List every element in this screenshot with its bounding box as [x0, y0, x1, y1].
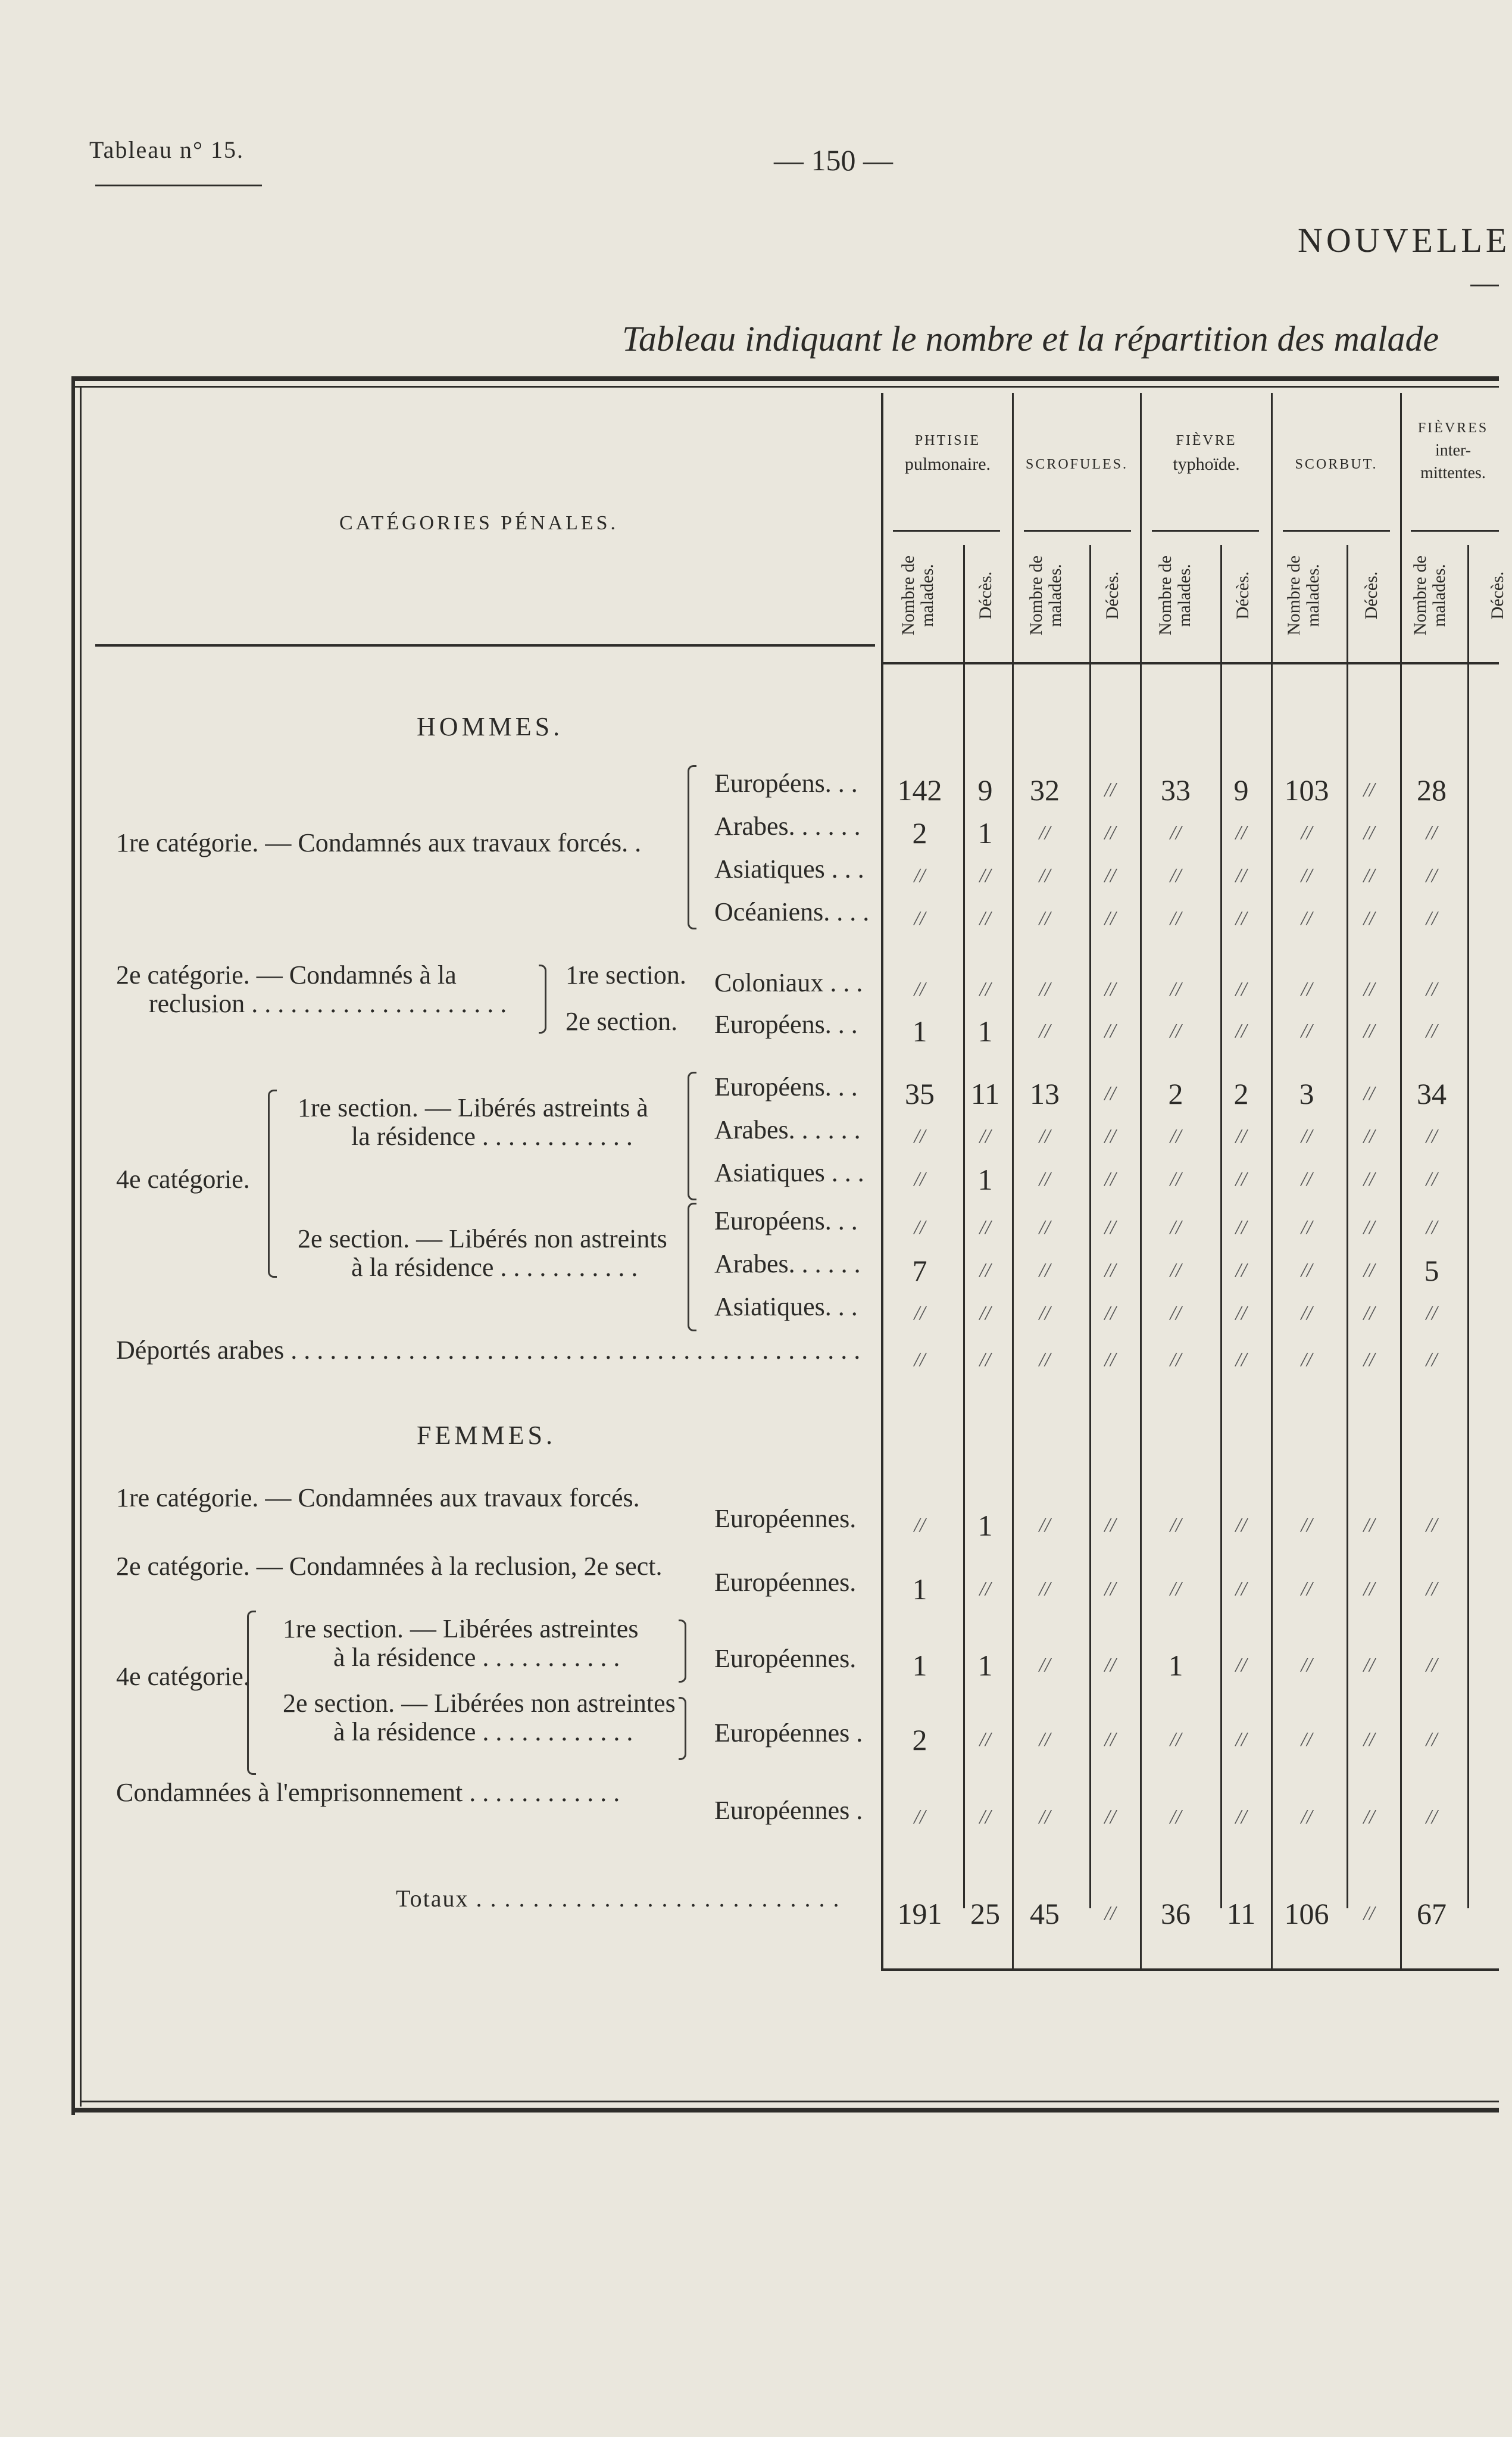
label-f-cat4-s2b: à la résidence . . . . . . . . . . . .: [333, 1717, 633, 1746]
origin-r2: Asiatiques . . .: [714, 854, 864, 884]
cell-r9-c4: //: [1170, 1216, 1182, 1238]
cell-r10-c2: //: [1039, 1259, 1051, 1281]
cell-r9-c5: //: [1235, 1216, 1247, 1238]
cell-r5-c0: 1: [912, 1015, 927, 1048]
cell-r11-c4: //: [1170, 1302, 1182, 1324]
cell-r7-c6: //: [1301, 1125, 1313, 1147]
cell-r6-c1: 11: [970, 1077, 1000, 1110]
cell-r10-c0: 7: [912, 1254, 927, 1287]
sub-nombre-4: Nombre de malades.: [1284, 555, 1323, 636]
table-foot-rule: [881, 1968, 1499, 1971]
origin-r8: Asiatiques . . .: [714, 1158, 864, 1187]
origin-r4: Coloniaux . . .: [714, 968, 863, 997]
sub-deces-2: Décès.: [1102, 571, 1122, 620]
cell-r5-c1: 1: [977, 1015, 993, 1048]
label-f-cat2: 2e catégorie. — Condamnées à la reclusion, 2e sect.: [116, 1552, 663, 1581]
cell-r15-c0: 1: [912, 1649, 927, 1682]
origin-r3: Océaniens. . . .: [714, 897, 870, 926]
cell-r13-c8: //: [1426, 1514, 1438, 1536]
cell-r12-c7: //: [1363, 1349, 1375, 1371]
ref-underline: [95, 185, 262, 186]
cell-r6-c8: 34: [1417, 1077, 1447, 1110]
cell-r11-c6: //: [1301, 1302, 1313, 1324]
running-title-rule: [1470, 285, 1499, 286]
brace-h-cat4-s2: [688, 1203, 696, 1331]
subheader-bottom-rule: [881, 662, 1499, 664]
cell-r12-c1: //: [979, 1349, 991, 1371]
label-h-cat1: 1re catégorie. — Condamnés aux travaux forcés. .: [116, 828, 642, 857]
total-c4: 36: [1161, 1897, 1191, 1930]
brace-h-cat4: [268, 1090, 277, 1278]
cell-r0-c1: 9: [977, 773, 993, 807]
cell-r11-c8: //: [1426, 1302, 1438, 1324]
cell-r7-c1: //: [979, 1125, 991, 1147]
group-underline-5: [1411, 530, 1499, 532]
group-fievres-l2: inter-: [1435, 441, 1472, 460]
cell-r2-c4: //: [1170, 865, 1182, 887]
cell-r12-c6: //: [1301, 1349, 1313, 1371]
cell-r16-c6: //: [1301, 1728, 1313, 1750]
cell-r0-c3: //: [1104, 779, 1116, 801]
label-f-cat1: 1re catégorie. — Condamnées aux travaux forcés.: [116, 1483, 640, 1512]
cell-r14-c0: 1: [912, 1572, 927, 1606]
origin-r0: Européens. . .: [714, 769, 858, 798]
origin-r7: Arabes. . . . . .: [714, 1115, 861, 1144]
sub-nombre-1: Nombre de malades.: [898, 555, 937, 636]
cell-r17-c2: //: [1039, 1806, 1051, 1828]
origin-r17: Européennes .: [714, 1796, 863, 1825]
cell-r13-c5: //: [1235, 1514, 1247, 1536]
group-phtisie-l1: PHTISIE: [914, 433, 981, 448]
group-fievres-intermittentes: [1402, 417, 1504, 485]
cell-r7-c3: //: [1104, 1125, 1116, 1147]
label-h-cat4-s2b: à la résidence . . . . . . . . . . .: [351, 1253, 638, 1282]
cell-r3-c7: //: [1363, 907, 1375, 929]
table-bottom-rule: [71, 2108, 1499, 2113]
total-c1: 25: [970, 1897, 1000, 1930]
cell-r9-c7: //: [1363, 1216, 1375, 1238]
label-h-cat4-s2a: 2e section. — Libérés non astreints: [298, 1224, 667, 1253]
cell-r1-c3: //: [1104, 822, 1116, 844]
label-deportes-arabes: Déportés arabes . . . . . . . . . . . . . . . . . . . . . . . . . . . . . . . . . . . . . . . . . . . .: [116, 1335, 861, 1365]
origin-r14: Européennes.: [714, 1568, 857, 1597]
cell-r6-c6: 3: [1299, 1077, 1314, 1110]
cell-r1-c1: 1: [977, 816, 993, 850]
cell-r2-c8: //: [1426, 865, 1438, 887]
cell-r8-c5: //: [1235, 1168, 1247, 1190]
table-bottom-rule-2: [80, 2101, 1499, 2102]
group-underline-1: [893, 530, 1000, 532]
cell-r1-c8: //: [1426, 822, 1438, 844]
cell-r8-c2: //: [1039, 1168, 1051, 1190]
cell-r13-c0: //: [914, 1514, 926, 1536]
cell-r9-c3: //: [1104, 1216, 1116, 1238]
cell-r14-c7: //: [1363, 1578, 1375, 1600]
cell-r0-c8: 28: [1417, 773, 1447, 807]
cell-r6-c4: 2: [1168, 1077, 1183, 1110]
total-c7: //: [1363, 1902, 1375, 1924]
brace-h-cat1: [688, 765, 696, 929]
cell-r10-c4: //: [1170, 1259, 1182, 1281]
cell-r4-c1: //: [979, 978, 991, 1000]
cell-r5-c4: //: [1170, 1020, 1182, 1042]
cell-r6-c7: //: [1363, 1082, 1375, 1104]
table-title: Tableau indiquant le nombre et la répartition des malade: [622, 319, 1439, 358]
sub-deces-5: Décès.: [1488, 571, 1507, 620]
cell-r0-c0: 142: [897, 773, 942, 807]
total-c3: //: [1104, 1902, 1116, 1924]
label-h-cat2-s1: 1re section.: [566, 960, 686, 990]
cell-r10-c1: //: [979, 1259, 991, 1281]
cell-r7-c8: //: [1426, 1125, 1438, 1147]
cell-r8-c1: 1: [977, 1163, 993, 1196]
sub-nombre-5: Nombre de malades.: [1410, 555, 1449, 636]
cell-r1-c0: 2: [912, 816, 927, 850]
cell-r8-c6: //: [1301, 1168, 1313, 1190]
cell-r7-c0: //: [914, 1125, 926, 1147]
cell-r3-c1: //: [979, 907, 991, 929]
cell-r12-c4: //: [1170, 1349, 1182, 1371]
cell-r8-c3: //: [1104, 1168, 1116, 1190]
col-line-9: [1467, 545, 1469, 1908]
group-scorbut: SCORBUT.: [1295, 457, 1378, 472]
label-h-cat4: 4e catégorie.: [116, 1165, 250, 1194]
table-top-rule-2: [71, 386, 1499, 388]
cell-r12-c0: //: [914, 1349, 926, 1371]
origin-r9: Européens. . .: [714, 1206, 858, 1235]
cell-r4-c5: //: [1235, 978, 1247, 1000]
cell-r15-c2: //: [1039, 1654, 1051, 1676]
cell-r3-c2: //: [1039, 907, 1051, 929]
page-number: — 150 —: [774, 143, 893, 177]
label-h-cat2a: 2e catégorie. — Condamnés à la: [116, 960, 457, 990]
cell-r1-c7: //: [1363, 822, 1375, 844]
cell-r4-c7: //: [1363, 978, 1375, 1000]
cell-r5-c5: //: [1235, 1020, 1247, 1042]
cell-r14-c5: //: [1235, 1578, 1247, 1600]
cell-r15-c4: 1: [1168, 1649, 1183, 1682]
cell-r4-c6: //: [1301, 978, 1313, 1000]
label-h-cat2-s2: 2e section.: [566, 1007, 678, 1036]
cell-r6-c0: 35: [905, 1077, 935, 1110]
cell-r17-c5: //: [1235, 1806, 1247, 1828]
cell-r5-c3: //: [1104, 1020, 1116, 1042]
cell-r16-c3: //: [1104, 1728, 1116, 1750]
col-line-0: [881, 393, 883, 1971]
cell-r7-c2: //: [1039, 1125, 1051, 1147]
label-h-cat4-s1a: 1re section. — Libérés astreints à: [298, 1093, 648, 1122]
cell-r14-c4: //: [1170, 1578, 1182, 1600]
cell-r16-c5: //: [1235, 1728, 1247, 1750]
label-f-cat4-s1b: à la résidence . . . . . . . . . . .: [333, 1643, 620, 1672]
cell-r17-c1: //: [979, 1806, 991, 1828]
cell-r15-c5: //: [1235, 1654, 1247, 1676]
cell-r9-c1: //: [979, 1216, 991, 1238]
cell-r17-c3: //: [1104, 1806, 1116, 1828]
cell-r0-c6: 103: [1284, 773, 1329, 807]
group-fievres-l3: mittentes.: [1420, 464, 1486, 482]
cell-r15-c8: //: [1426, 1654, 1438, 1676]
sub-nombre-3: Nombre de malades.: [1155, 555, 1194, 636]
cell-r5-c2: //: [1039, 1020, 1051, 1042]
cell-r11-c2: //: [1039, 1302, 1051, 1324]
cell-r4-c3: //: [1104, 978, 1116, 1000]
total-c8: 67: [1417, 1897, 1447, 1930]
cell-r3-c8: //: [1426, 907, 1438, 929]
total-c6: 106: [1284, 1897, 1329, 1930]
cell-r0-c2: 32: [1030, 773, 1060, 807]
cell-r3-c6: //: [1301, 907, 1313, 929]
cell-r1-c4: //: [1170, 822, 1182, 844]
running-title: NOUVELLE: [1298, 221, 1511, 260]
cell-r7-c5: //: [1235, 1125, 1247, 1147]
cell-r16-c7: //: [1363, 1728, 1375, 1750]
cell-r8-c7: //: [1363, 1168, 1375, 1190]
cell-r5-c6: //: [1301, 1020, 1313, 1042]
cell-r4-c0: //: [914, 978, 926, 1000]
cell-r6-c2: 13: [1030, 1077, 1060, 1110]
cell-r2-c0: //: [914, 865, 926, 887]
total-c5: 11: [1226, 1897, 1256, 1930]
section-femmes: FEMMES.: [417, 1421, 556, 1450]
group-underline-4: [1283, 530, 1390, 532]
label-f-cat4-s1a: 1re section. — Libérées astreintes: [283, 1614, 639, 1643]
cell-r16-c1: //: [979, 1728, 991, 1750]
cell-r17-c7: //: [1363, 1806, 1375, 1828]
group-scrofules: SCROFULES.: [1025, 457, 1129, 472]
brace-f-cat4: [247, 1611, 256, 1775]
cell-r15-c1: 1: [977, 1649, 993, 1682]
cell-r2-c5: //: [1235, 865, 1247, 887]
group-fievres-l1: FIÈVRES: [1417, 420, 1489, 436]
group-fievre-l2: typhoïde.: [1173, 454, 1240, 474]
cell-r16-c4: //: [1170, 1728, 1182, 1750]
group-phtisie-l2: pulmonaire.: [904, 454, 991, 474]
cell-r14-c3: //: [1104, 1578, 1116, 1600]
table-top-rule: [71, 376, 1499, 381]
cell-r9-c8: //: [1426, 1216, 1438, 1238]
label-f-cat4-s2a: 2e section. — Libérées non astreintes: [283, 1689, 676, 1718]
cell-r1-c6: //: [1301, 822, 1313, 844]
cell-r14-c2: //: [1039, 1578, 1051, 1600]
cell-r17-c0: //: [914, 1806, 926, 1828]
cell-r13-c3: //: [1104, 1514, 1116, 1536]
cell-r3-c3: //: [1104, 907, 1116, 929]
total-c2: 45: [1030, 1897, 1060, 1930]
origin-r10: Arabes. . . . . .: [714, 1249, 861, 1278]
cell-r7-c7: //: [1363, 1125, 1375, 1147]
cell-r13-c6: //: [1301, 1514, 1313, 1536]
brace-h-cat4-s1: [688, 1072, 696, 1200]
cell-r15-c3: //: [1104, 1654, 1116, 1676]
sub-nombre-2: Nombre de malades.: [1026, 555, 1065, 636]
cell-r1-c2: //: [1039, 822, 1051, 844]
cell-r1-c5: //: [1235, 822, 1247, 844]
cell-r14-c8: //: [1426, 1578, 1438, 1600]
cell-r10-c3: //: [1104, 1259, 1116, 1281]
label-totaux: Totaux . . . . . . . . . . . . . . . . . . . . . . . . . .: [396, 1885, 841, 1912]
cell-r11-c3: //: [1104, 1302, 1116, 1324]
group-phtisie: [883, 429, 1012, 476]
origin-r6: Européens. . .: [714, 1072, 858, 1102]
cell-r15-c7: //: [1363, 1654, 1375, 1676]
group-fievre-typhoide: [1142, 429, 1271, 476]
cell-r0-c5: 9: [1233, 773, 1249, 807]
cell-r7-c4: //: [1170, 1125, 1182, 1147]
cell-r2-c7: //: [1363, 865, 1375, 887]
cell-r16-c0: 2: [912, 1723, 927, 1756]
categories-header: CATÉGORIES PÉNALES.: [339, 512, 619, 534]
cell-r8-c0: //: [914, 1168, 926, 1190]
cell-r9-c2: //: [1039, 1216, 1051, 1238]
origin-r15: Européennes.: [714, 1644, 857, 1673]
cell-r3-c5: //: [1235, 907, 1247, 929]
origin-r5: Européens. . .: [714, 1010, 858, 1039]
table-left-rule-2: [80, 386, 82, 2107]
cell-r5-c7: //: [1363, 1020, 1375, 1042]
label-f-emprisonnement: Condamnées à l'emprisonnement . . . . . . . . . . . .: [116, 1778, 620, 1807]
cell-r9-c6: //: [1301, 1216, 1313, 1238]
tableau-reference: Tableau n° 15.: [89, 136, 245, 163]
cell-r5-c8: //: [1426, 1020, 1438, 1042]
origin-r1: Arabes. . . . . .: [714, 812, 861, 841]
label-h-cat4-s1b: la résidence . . . . . . . . . . . .: [351, 1122, 633, 1151]
cell-r6-c3: //: [1104, 1082, 1116, 1104]
brace-f-cat4-s2: [679, 1697, 686, 1760]
cell-r10-c8: 5: [1424, 1254, 1439, 1287]
cell-r13-c1: 1: [977, 1509, 993, 1542]
cell-r17-c4: //: [1170, 1806, 1182, 1828]
cell-r0-c4: 33: [1161, 773, 1191, 807]
cell-r10-c6: //: [1301, 1259, 1313, 1281]
cell-r2-c2: //: [1039, 865, 1051, 887]
cell-r17-c6: //: [1301, 1806, 1313, 1828]
sub-deces-3: Décès.: [1233, 571, 1252, 620]
cell-r16-c8: //: [1426, 1728, 1438, 1750]
brace-h-cat2: [539, 965, 546, 1034]
group-underline-3: [1152, 530, 1259, 532]
cell-r4-c8: //: [1426, 978, 1438, 1000]
cell-r4-c2: //: [1039, 978, 1051, 1000]
cell-r16-c2: //: [1039, 1728, 1051, 1750]
origin-r11: Asiatiques. . .: [714, 1292, 858, 1321]
cell-r4-c4: //: [1170, 978, 1182, 1000]
cell-r14-c6: //: [1301, 1578, 1313, 1600]
origin-r13: Européennes.: [714, 1504, 857, 1533]
cell-r17-c8: //: [1426, 1806, 1438, 1828]
table-left-rule: [71, 376, 75, 2115]
brace-f-cat4-s1: [679, 1620, 686, 1683]
cell-r0-c7: //: [1363, 779, 1375, 801]
cell-r12-c2: //: [1039, 1349, 1051, 1371]
cell-r13-c4: //: [1170, 1514, 1182, 1536]
header-bottom-rule: [95, 644, 875, 647]
cell-r15-c6: //: [1301, 1654, 1313, 1676]
cell-r11-c5: //: [1235, 1302, 1247, 1324]
sub-deces-1: Décès.: [976, 571, 995, 620]
label-f-cat4: 4e catégorie.: [116, 1662, 250, 1691]
cell-r13-c2: //: [1039, 1514, 1051, 1536]
origin-r16: Européennes .: [714, 1718, 863, 1748]
cell-r12-c5: //: [1235, 1349, 1247, 1371]
total-c0: 191: [897, 1897, 942, 1930]
cell-r12-c3: //: [1104, 1349, 1116, 1371]
cell-r11-c7: //: [1363, 1302, 1375, 1324]
group-underline-2: [1024, 530, 1131, 532]
cell-r11-c0: //: [914, 1302, 926, 1324]
cell-r3-c0: //: [914, 907, 926, 929]
cell-r8-c4: //: [1170, 1168, 1182, 1190]
cell-r2-c6: //: [1301, 865, 1313, 887]
cell-r2-c3: //: [1104, 865, 1116, 887]
cell-r11-c1: //: [979, 1302, 991, 1324]
cell-r6-c5: 2: [1233, 1077, 1249, 1110]
cell-r14-c1: //: [979, 1578, 991, 1600]
group-fievre-l1: FIÈVRE: [1176, 433, 1237, 448]
cell-r8-c8: //: [1426, 1168, 1438, 1190]
cell-r12-c8: //: [1426, 1349, 1438, 1371]
section-hommes: HOMMES.: [417, 712, 564, 741]
cell-r2-c1: //: [979, 865, 991, 887]
cell-r10-c7: //: [1363, 1259, 1375, 1281]
label-h-cat2b: reclusion . . . . . . . . . . . . . . . . . . . .: [149, 989, 507, 1018]
cell-r10-c5: //: [1235, 1259, 1247, 1281]
sub-deces-4: Décès.: [1361, 571, 1381, 620]
cell-r3-c4: //: [1170, 907, 1182, 929]
cell-r9-c0: //: [914, 1216, 926, 1238]
cell-r13-c7: //: [1363, 1514, 1375, 1536]
